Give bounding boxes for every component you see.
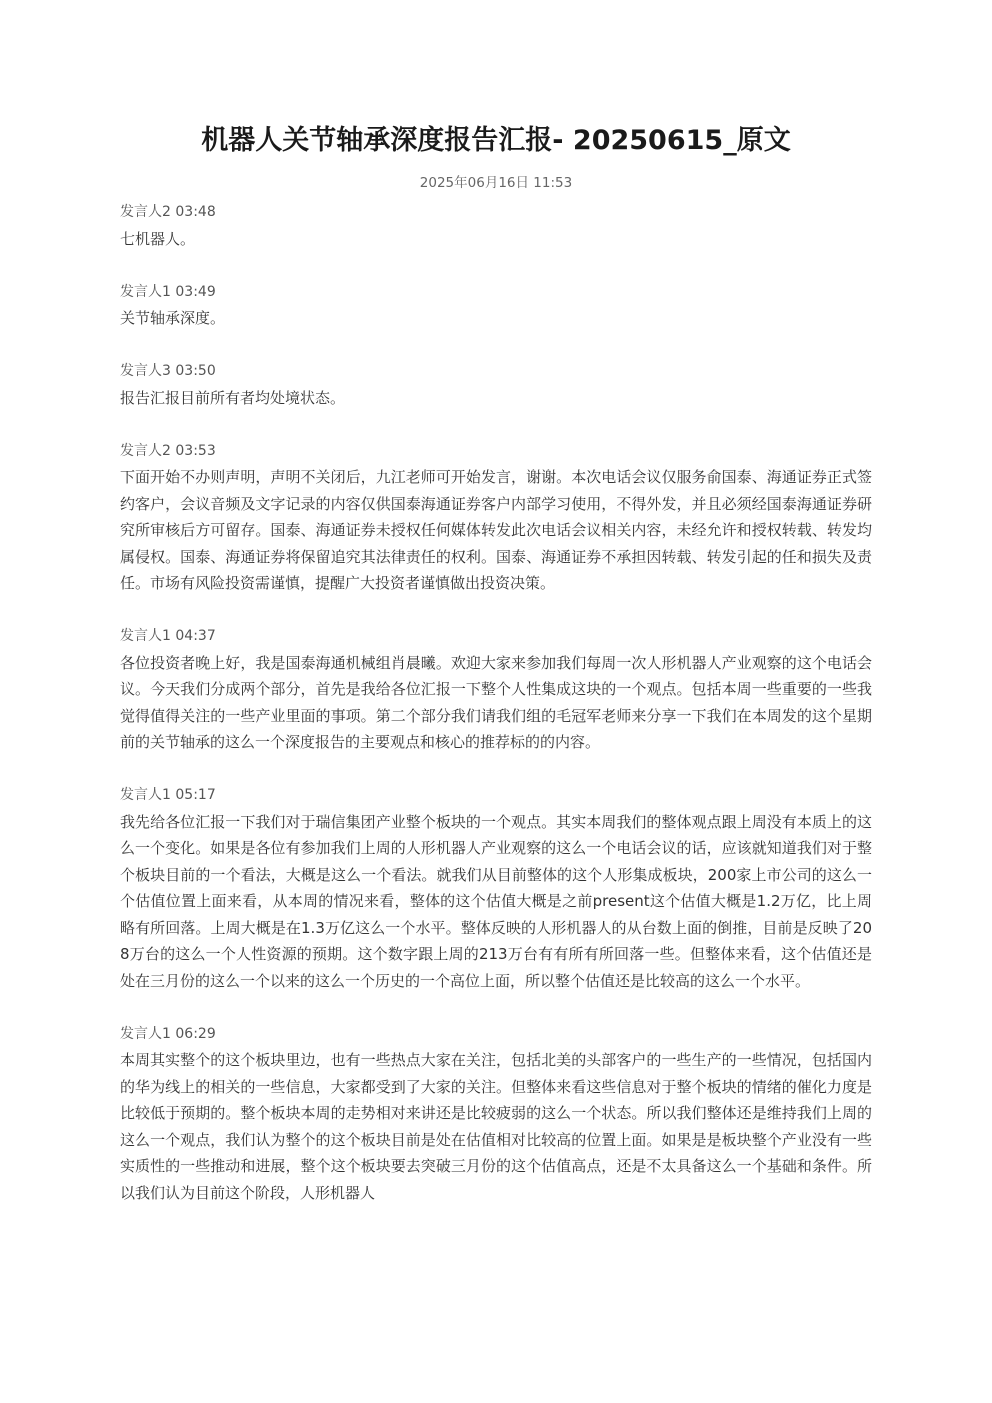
speech-text: 关节轴承深度。: [120, 309, 226, 327]
speech-text: 报告汇报目前所有者均处境状态。: [120, 388, 346, 407]
speaker-line: [120, 1021, 872, 1048]
speaker-timestamp: 05:17: [175, 787, 216, 803]
speaker-name: 发言人1: [120, 628, 171, 644]
speaker-name: 发言人1: [120, 1025, 171, 1042]
document-page: [120, 118, 872, 1233]
speaker-timestamp: 03:53: [175, 442, 216, 459]
transcript-entry: [120, 358, 872, 411]
speaker-timestamp: 06:29: [175, 1025, 216, 1042]
speaker-name: 发言人3: [120, 363, 171, 379]
speech-text: 各位投资者晚上好，我是国泰海通机械组肖晨曦。欢迎大家来参加我们每周一次人形机器人产业观察的这个电话会议。今天我们分成两个部分，首先是我给各位汇报一下整个人性集成这块的一个观点。包括本周一些重要的一些我觉得值得关注的一些产业里面的事项。第二个部分我们请我们组的毛冠军老师来分享一下我们在本周发的这个星期前的关节轴承的这么一个深度报告的主要观点和核心的推荐标的的内容。: [120, 653, 872, 751]
speaker-name: 发言人1: [120, 283, 171, 300]
speaker-line: [120, 623, 872, 650]
transcript: [120, 199, 872, 1206]
speaker-timestamp: 04:37: [175, 628, 216, 644]
document-title: 机器人关节轴承深度报告汇报- 20250615_原文: [201, 125, 791, 156]
speaker-line: [120, 358, 872, 385]
transcript-entry: [120, 1021, 872, 1207]
transcript-entry: [120, 782, 872, 994]
speaker-timestamp: 03:48: [175, 204, 216, 220]
transcript-entry: [120, 623, 872, 756]
speech-text: 我先给各位汇报一下我们对于瑞信集团产业整个板块的一个观点。其实本周我们的整体观点跟上周没有本质上的这么一个变化。如果是各位有参加我们上周的人形机器人产业观察的这么一个电话会议的话，应该就知道我们对于整个板块目前的一个看法，大概是这么一个看法。就我们从目前整体的这个人形集成板块，200家上市公司的这么一个估值位置上面来看，从本周的情况来看，整体的这个估值大概是之前present这个估值大概是1.2万亿，比上周略有所回落。上周大概是在1.3万亿这么一个水平。整体反映的人形机器人的从台数上面的倒推，目前是反映了208万台的这么一个人性资源的预期。这个数字跟上周的213万台有有所有所回落一些。但整体来看，这个估值还是处在三月份的这么一个以来的这么一个历史的一个高位上面，所以整个估值还是比较高的这么一个水平。: [120, 812, 872, 990]
speaker-name: 发言人1: [120, 787, 171, 803]
transcript-entry: [120, 438, 872, 597]
speaker-name: 发言人2: [120, 204, 171, 220]
transcript-entry: [120, 279, 872, 332]
speaker-line: [120, 199, 872, 226]
speaker-timestamp: 03:49: [175, 283, 216, 300]
speaker-line: [120, 782, 872, 809]
speech-text: 本周其实整个的这个板块里边，也有一些热点大家在关注，包括北美的头部客户的一些生产的一些情况，包括国内的华为线上的相关的一些信息，大家都受到了大家的关注。但整体来看这些信息对于整个板块的情绪的催化力度是比较低于预期的。整个板块本周的走势相对来讲还是比较疲弱的这么一个状态。所以我们整体还是维持我们上周的这么一个观点，我们认为整个的这个板块目前是处在估值相对比较高的位置上面。如果是是板块整个产业没有一些实质性的一些推动和进展，整个这个板块要去突破三月份的这个估值高点，还是不太具备这么一个基础和条件。所以我们认为目前这个阶段，人形机器人: [120, 1051, 872, 1202]
speech-text: 下面开始不办则声明，声明不关闭后，九江老师可开始发言，谢谢。本次电话会议仅服务俞国泰、海通证券正式签约客户，会议音频及文字记录的内容仅供国泰海通证券客户内部学习使用，不得外发，并且必须经国泰海通证券研究所审核后方可留存。国泰、海通证券未授权任何媒体转发此次电话会议相关内容，未经允许和授权转载、转发均属侵权。国泰、海通证券将保留追究其法律责任的权利。国泰、海通证券不承担因转载、转发引起的任和损失及责任。市场有风险投资需谨慎，提醒广大投资者谨慎做出投资决策。: [120, 468, 872, 592]
document-date: 2025年06月16日 11:53: [419, 175, 573, 191]
transcript-entry: [120, 199, 872, 252]
speech-text: 七机器人。: [120, 229, 196, 248]
speaker-timestamp: 03:50: [175, 363, 216, 379]
speaker-name: 发言人2: [120, 442, 171, 459]
speaker-line: [120, 438, 872, 465]
speaker-line: [120, 279, 872, 306]
